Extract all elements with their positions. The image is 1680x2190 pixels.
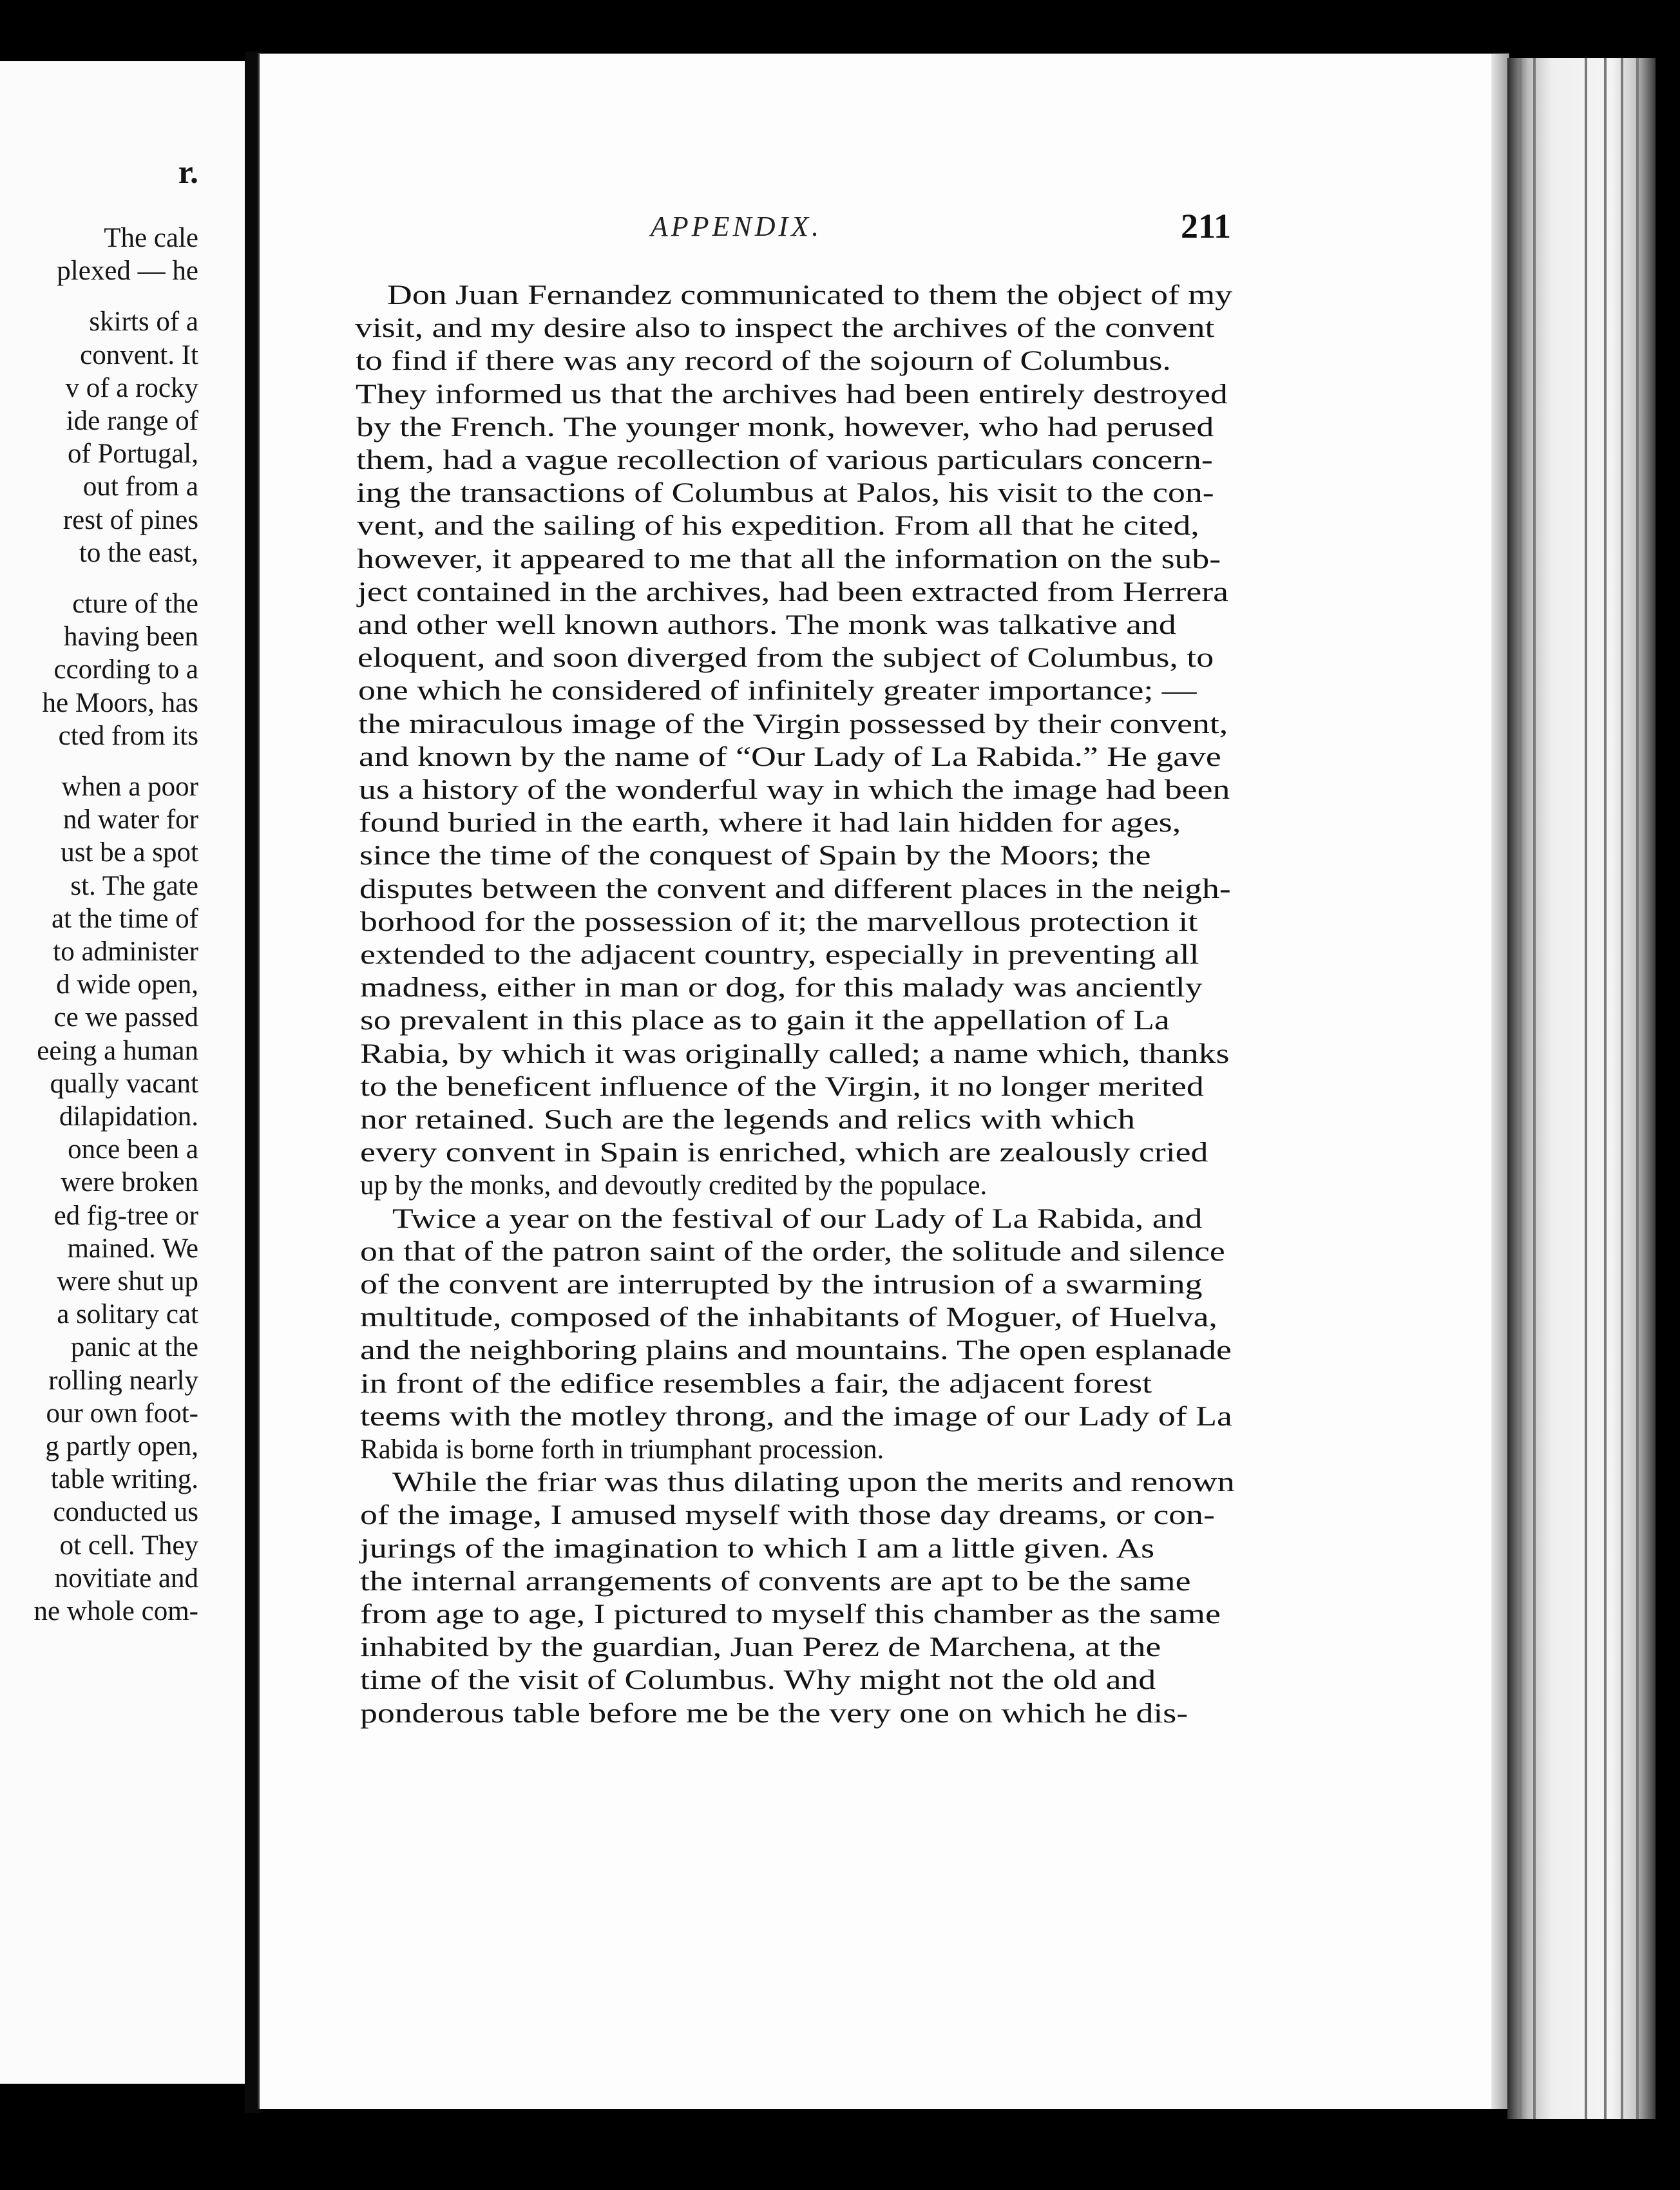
left-page-line: panic at the <box>70 1332 198 1363</box>
page-edge-line <box>1533 58 1536 2119</box>
body-line: to the beneficent influence of the Virgin, it no longer merited <box>360 1071 1204 1102</box>
body-line: ing the transactions of Columbus at Palos, his visit to the con- <box>356 478 1215 509</box>
left-page-line: dilapidation. <box>59 1101 198 1132</box>
body-line: Twice a year on the festival of our Lady of La Rabida, and <box>392 1203 1203 1234</box>
body-line: madness, either in man or dog, for this malady was anciently <box>360 973 1203 1004</box>
body-line: inhabited by the guardian, Juan Perez de Marchena, at the <box>360 1632 1161 1663</box>
page-number: 211 <box>1181 207 1232 245</box>
body-line: multitude, composed of the inhabitants of Moguer, of Huelva, <box>360 1302 1217 1333</box>
right-page <box>258 53 1509 2109</box>
body-line: from age to age, I pictured to myself this chamber as the same <box>360 1599 1221 1630</box>
body-line: They informed us that the archives had been entirely destroyed <box>356 379 1228 410</box>
page-edge-line <box>1636 58 1639 2119</box>
body-line: of the image, I amused myself with those day dreams, or con- <box>360 1500 1215 1531</box>
body-line: jurings of the imagination to which I am a little given. As <box>360 1533 1155 1564</box>
body-line: vent, and the sailing of his expedition. From all that he cited, <box>356 511 1199 542</box>
body-line: nor retained. Such are the legends and relics with which <box>360 1105 1136 1135</box>
body-line: the miraculous image of the Virgin possessed by their convent, <box>358 709 1228 739</box>
left-page-line: eeing a human <box>37 1035 198 1066</box>
page-edge-line <box>1519 58 1522 2119</box>
left-page-line: were broken <box>61 1167 198 1198</box>
body-line: and known by the name of “Our Lady of La Rabida.” He gave <box>358 741 1221 772</box>
left-page-line: d wide open, <box>56 969 198 1000</box>
left-page-line: st. The gate <box>70 870 198 901</box>
body-line: one which he considered of infinitely greater importance; — <box>358 676 1197 707</box>
body-line: us a history of the wonderful way in which the image had been <box>359 775 1230 805</box>
body-line: so prevalent in this place as to gain it the appellation of La <box>360 1005 1170 1036</box>
left-page-line: at the time of <box>51 903 198 934</box>
left-page <box>0 61 247 2084</box>
left-page-line: he Moors, has <box>42 687 198 718</box>
body-line: While the friar was thus dilating upon the merits and renown <box>392 1467 1235 1498</box>
body-line: borhood for the possession of it; the marvellous protection it <box>359 906 1198 937</box>
left-page-line: to administer <box>53 937 198 967</box>
page-edge-line <box>1604 58 1607 2119</box>
body-line: visit, and my desire also to inspect the archives of the convent <box>355 313 1215 344</box>
left-page-line: rest of pines <box>62 504 198 535</box>
page-edge-shadow <box>1491 54 1509 2109</box>
left-page-line: skirts of a <box>89 307 198 338</box>
left-page-line: ce we passed <box>53 1002 198 1033</box>
body-line: teems with the motley throng, and the image of our Lady of La <box>360 1401 1232 1432</box>
left-page-line: having been <box>64 622 198 652</box>
left-page-line: cture of the <box>72 589 198 619</box>
left-page-line: cted from its <box>58 720 198 751</box>
body-line: time of the visit of Columbus. Why might not the old and <box>360 1665 1156 1696</box>
page-edge-line <box>1585 58 1587 2119</box>
left-page-line: out from a <box>82 471 198 502</box>
left-page-line: of Portugal, <box>67 439 198 470</box>
body-line: however, it appeared to me that all the information on the sub- <box>357 544 1221 575</box>
body-line: the internal arrangements of convents are apt to be the same <box>360 1566 1191 1597</box>
left-page-line: table writing. <box>50 1464 198 1495</box>
left-page-line: g partly open, <box>45 1431 198 1462</box>
left-page-line: r. <box>178 154 198 191</box>
page-body-text <box>260 54 1509 2109</box>
body-line: Rabia, by which it was originally called; a name which, thanks <box>360 1038 1230 1069</box>
body-line: of the convent are interrupted by the intrusion of a swarming <box>360 1270 1203 1300</box>
body-line: since the time of the conquest of Spain by the Moors; the <box>359 841 1151 871</box>
left-page-line: nd water for <box>62 805 198 835</box>
body-line: to find if there was any record of the sojourn of Columbus. <box>355 346 1171 377</box>
body-line: extended to the adjacent country, especially in preventing all <box>360 940 1199 970</box>
left-page-line: ust be a spot <box>61 837 198 868</box>
left-page-text <box>0 61 245 2084</box>
body-line: on that of the patron saint of the order, the solitude and silence <box>360 1236 1225 1267</box>
left-page-line: were shut up <box>57 1266 198 1297</box>
left-page-line: qually vacant <box>50 1068 198 1099</box>
body-line: them, had a vague recollection of various particulars concern- <box>356 445 1213 475</box>
left-page-line: v of a rocky <box>65 372 198 403</box>
running-header: APPENDIX. <box>650 211 823 242</box>
body-line: disputes between the convent and different places in the neigh- <box>359 873 1231 904</box>
left-page-line: ne whole com- <box>33 1596 198 1626</box>
left-page-line: ccording to a <box>53 654 198 685</box>
page-stack-edges <box>1507 58 1656 2119</box>
body-line: every convent in Spain is enriched, which are zealously cried <box>360 1138 1208 1168</box>
left-page-line: once been a <box>68 1134 198 1165</box>
body-line: in front of the edifice resembles a fair, the adjacent forest <box>360 1368 1152 1399</box>
left-page-line: ed fig-tree or <box>53 1200 198 1231</box>
left-page-line: to the east, <box>79 537 198 568</box>
body-line: eloquent, and soon diverged from the subject of Columbus, to <box>358 643 1214 674</box>
left-page-line: plexed — he <box>57 256 198 287</box>
left-page-line: ot cell. They <box>59 1530 198 1561</box>
left-page-line: when a poor <box>61 772 198 802</box>
body-line: up by the monks, and devoutly credited by the populace. <box>360 1170 988 1201</box>
body-line: and the neighboring plains and mountains. The open esplanade <box>360 1335 1232 1366</box>
left-page-line: our own foot- <box>46 1398 198 1429</box>
left-page-line: mained. We <box>67 1233 198 1264</box>
left-page-line: conducted us <box>53 1497 198 1528</box>
left-page-line: a solitary cat <box>57 1299 198 1330</box>
left-page-line: The cale <box>104 223 198 253</box>
left-page-line: rolling nearly <box>48 1365 198 1396</box>
left-page-line: novitiate and <box>54 1563 198 1594</box>
body-line: Rabida is borne forth in triumphant procession. <box>360 1434 884 1465</box>
body-line: and other well known authors. The monk was talkative and <box>358 610 1176 640</box>
left-page-line: ide range of <box>66 406 198 436</box>
page-edge-line <box>1621 58 1623 2119</box>
body-line: ponderous table before me be the very one on which he dis- <box>360 1698 1188 1729</box>
body-line: Don Juan Fernandez communicated to them the object of my <box>387 280 1233 310</box>
body-line: ject contained in the archives, had been extracted from Herrera <box>357 576 1228 607</box>
body-line: found buried in the earth, where it had lain hidden for ages, <box>359 808 1181 839</box>
body-line: by the French. The younger monk, however, who had perused <box>356 412 1214 443</box>
left-page-line: convent. It <box>80 339 198 370</box>
